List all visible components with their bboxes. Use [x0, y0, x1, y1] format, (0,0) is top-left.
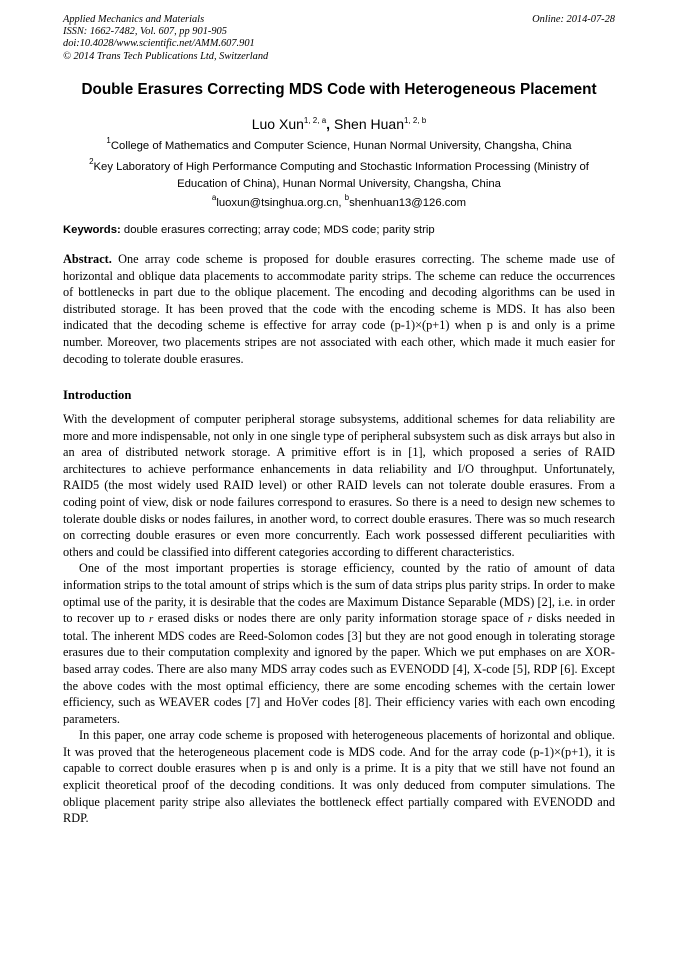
abstract-text: One array code scheme is proposed for double erasures correcting. The scheme made use of horizontal and oblique data placements to accommodate parity strips. The scheme can reduce the occurrences of bottlenecks in part due to the oblique placement. The encoding and decoding algorithms can be used in distributed storage. It has been proved that the code with the encoding scheme is MDS. It has also been indicated that the decoding scheme is effective for array code (p-1)×(p+1) when p is and only is a prime number. Moreover, two placements stripes are not associated with each other, which made it much easier for decoding to tolerate double erasures.	[63, 252, 616, 366]
paper-title: Double Erasures Correcting MDS Code with Heterogeneous Placement	[81, 81, 597, 98]
author-emails	[63, 195, 615, 212]
copyright-line: © 2014 Trans Tech Publications Ltd, Switzerland	[63, 50, 269, 62]
author-name: Shen Huan	[333, 116, 404, 132]
email-address[interactable]: shenhuan13@126.com	[349, 197, 467, 209]
issn-line: ISSN: 1662-7482, Vol. 607, pp 901-905	[63, 26, 227, 38]
journal-header	[63, 14, 268, 63]
affiliation-2	[63, 159, 615, 193]
introduction-body	[63, 411, 615, 827]
paragraph	[63, 560, 615, 727]
author-separator: ,	[326, 116, 331, 132]
author-line	[40, 115, 638, 133]
math-variable: r	[527, 613, 533, 626]
email-separator: ,	[338, 197, 345, 209]
paragraph-text: erased disks or nodes there are only parity information storage space of	[157, 611, 524, 626]
email-marker: a	[211, 193, 217, 202]
abstract-label: Abstract.	[63, 252, 112, 266]
affiliation-text: College of Mathematics and Computer Science, Hunan Normal University, Changsha, China	[110, 140, 572, 152]
author-affiliation-marker: 1, 2, b	[404, 116, 427, 125]
journal-name: Applied Mechanics and Materials	[63, 14, 205, 25]
section-heading-introduction: Introduction	[63, 388, 132, 402]
affiliation-text: Key Laboratory of High Performance Computing and Stochastic Information Processing (Ministry of Education of China), Hunan Normal University, Changsha, China	[93, 161, 589, 190]
paragraph: With the development of computer peripheral storage subsystems, additional schemes for data reliability are more and more indispensable, not only in one single type of peripheral subsystem such as disk arrays but also in an area of distributed network storage. A primitive effort is in [1], which proposed a series of RAID architectures to achieve performance enhancements in data reliability and I/O throughput. Unfortunately, RAID5 (the most widely used RAID level) or other RAID levels can not tolerate double erasures. From a coding point of view, disk or node failures correspond to erasures. So there is a need to design new schemes to tolerate double disks or nodes failures, in another word, to correct double erasures. There was so much research on correcting double erasures or even more concurrently. Each work possessed different peculiarities with others and could be classified into different categories according to different characteristics.	[63, 412, 615, 559]
author-affiliation-marker: 1, 2, a	[303, 116, 327, 125]
doi-line: doi:10.4028/www.scientific.net/AMM.607.901	[63, 38, 255, 50]
online-date: Online: 2014-07-28	[532, 14, 615, 25]
affiliation-marker: 1	[106, 136, 111, 145]
paragraph-text: One of the most important properties is storage efficiency, counted by the ratio of amount of data information strips to the total amount of strips which is the sum of data strips plus parity strips. In order to make optimal use of the parity, it is desirable that the codes are Maximum Distance Separable (MDS) [2], i.e. in order to recover up to	[63, 561, 615, 626]
email-address[interactable]: luoxun@tsinghua.org.cn	[216, 197, 339, 209]
math-variable: r	[149, 613, 154, 626]
keywords	[63, 222, 615, 238]
email-marker: b	[344, 193, 350, 202]
author-name: Luo Xun	[251, 116, 304, 132]
keywords-label: Keywords:	[63, 224, 121, 236]
paragraph: In this paper, one array code scheme is proposed with heterogeneous placements of horizontal and oblique. It was proved that the heterogeneous placement code is MDS code. And for the array code (p-1)×(p+1), it is capable to correct double erasures when p is and only is a prime. It is a pity that we still have not found an explicit theoretical proof of the decoding conditions. It was only deduced from computer simulations. The oblique placement parity stripe also alleviates the bottleneck effect partially compared with EVENODD and RDP.	[63, 728, 615, 826]
abstract	[63, 251, 615, 367]
keywords-text: double erasures correcting; array code; MDS code; parity strip	[123, 224, 435, 236]
paragraph-text: disks needed in total. The inherent MDS codes are Reed-Solomon codes [3] but they are not good enough in tolerating storage erasures due to their computation complexity and ignored by the paper. Which we put emphases on are XOR-based array codes. There are also many MDS array codes such as EVENODD [4], X-code [5], RDP [6]. Except the above codes with the most optimal efficiency, there are some encoding schemes with the certain lower efficiency, such as WEAVER codes [7] and HoVer codes [8]. Their efficiency varies with each own encoding parameters.	[63, 611, 616, 726]
affiliation-marker: 2	[89, 157, 94, 166]
affiliation-1	[63, 138, 615, 155]
